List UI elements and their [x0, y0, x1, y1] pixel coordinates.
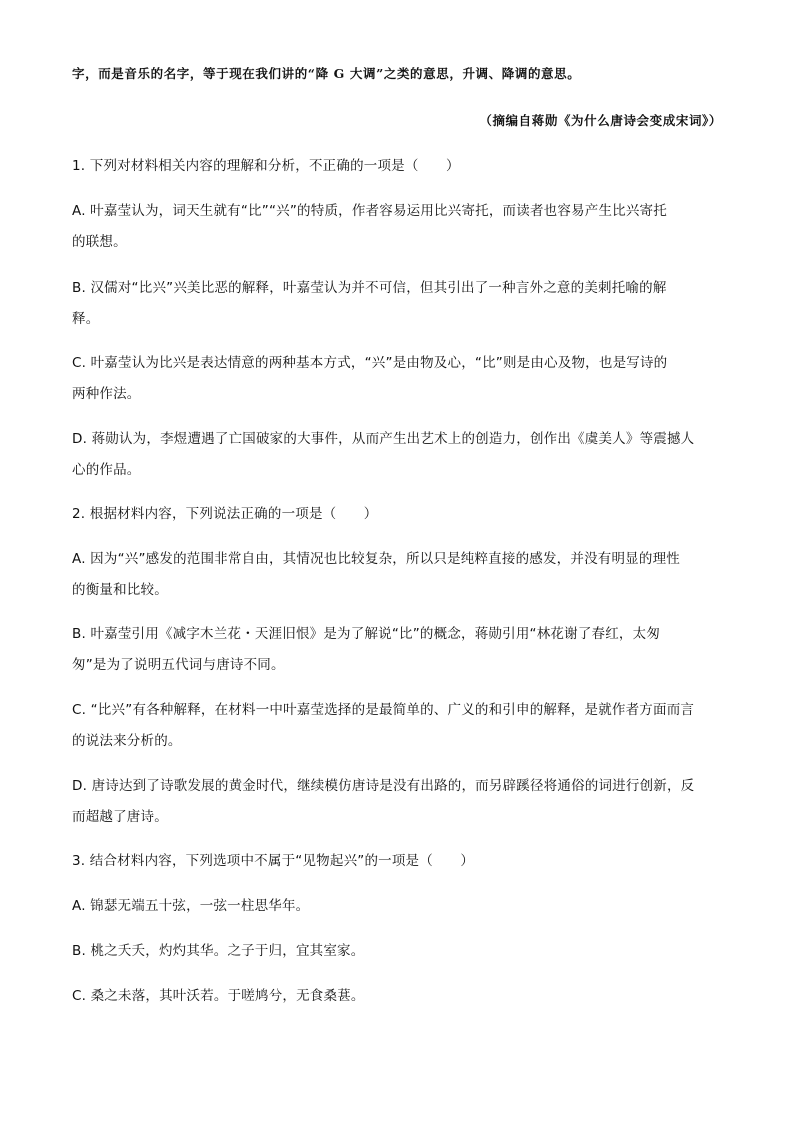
question-2-option-c-line1: C. “比兴”有各种解释，在材料一中叶嘉莹选择的是最简单的、广义的和引申的解释，是就作者方面而言 [72, 702, 695, 718]
question-1-option-d-line2: 心的作品。 [72, 462, 141, 478]
passage-closing-line: 字，而是音乐的名字，等于现在我们讲的“降 G 大调”之类的意思，升调、降调的意思。 [72, 66, 581, 81]
question-2-option-a-line1: A. 因为“兴”感发的范围非常自由，其情况也比较复杂，所以只是纯粹直接的感发，并没有明显的理性 [72, 551, 680, 567]
question-1-option-b-line1: B. 汉儒对“比兴”兴美比恶的解释，叶嘉莹认为并不可信，但其引出了一种言外之意的美刺托喻的解 [72, 280, 667, 296]
question-2-option-b-line2: 匆”是为了说明五代词与唐诗不同。 [72, 657, 285, 673]
question-2-option-a-line2: 的衡量和比较。 [72, 582, 168, 598]
question-1-option-c-line2: 两种作法。 [72, 386, 141, 402]
question-1-stem: 1. 下列对材料相关内容的理解和分析，不正确的一项是（ ） [72, 158, 460, 174]
question-2-stem: 2. 根据材料内容，下列说法正确的一项是（ ） [72, 506, 378, 522]
question-1-option-a-line1: A. 叶嘉莹认为，词天生就有“比”“兴”的特质，作者容易运用比兴寄托，而读者也容易产生比兴寄托 [72, 203, 667, 219]
question-1-option-d-line1: D. 蒋勋认为，李煜遭遇了亡国破家的大事件，从而产生出艺术上的创造力，创作出《虞美人》等震撼人 [72, 431, 695, 447]
question-1-option-c-line1: C. 叶嘉莹认为比兴是表达情意的两种基本方式，“兴”是由物及心，“比”则是由心及物，也是写诗的 [72, 355, 668, 371]
question-3-option-a: A. 锦瑟无端五十弦，一弦一柱思华年。 [72, 898, 310, 914]
question-2-option-d-line1: D. 唐诗达到了诗歌发展的黄金时代，继续模仿唐诗是没有出路的，而另辟蹊径将通俗的词进行创新，反 [72, 778, 695, 794]
question-3-stem: 3. 结合材料内容，下列选项中不属于“见物起兴”的一项是（ ） [72, 853, 475, 869]
question-2-option-d-line2: 而超越了唐诗。 [72, 809, 168, 825]
question-2-option-b-line1: B. 叶嘉莹引用《减字木兰花・天涯旧恨》是为了解说“比”的概念，蒋勋引用“林花谢了春红，太匆 [72, 626, 661, 642]
question-2-option-c-line2: 的说法来分析的。 [72, 733, 182, 749]
question-1-option-a-line2: 的联想。 [72, 234, 127, 250]
question-3-option-b: B. 桃之夭夭，灼灼其华。之子于归，宜其室家。 [72, 943, 365, 959]
question-1-option-b-line2: 释。 [72, 311, 100, 327]
question-3-option-c: C. 桑之未落，其叶沃若。于嗟鸠兮，无食桑葚。 [72, 988, 365, 1004]
passage-source-citation: （摘编自蒋勋《为什么唐诗会变成宋词》） [479, 113, 722, 128]
